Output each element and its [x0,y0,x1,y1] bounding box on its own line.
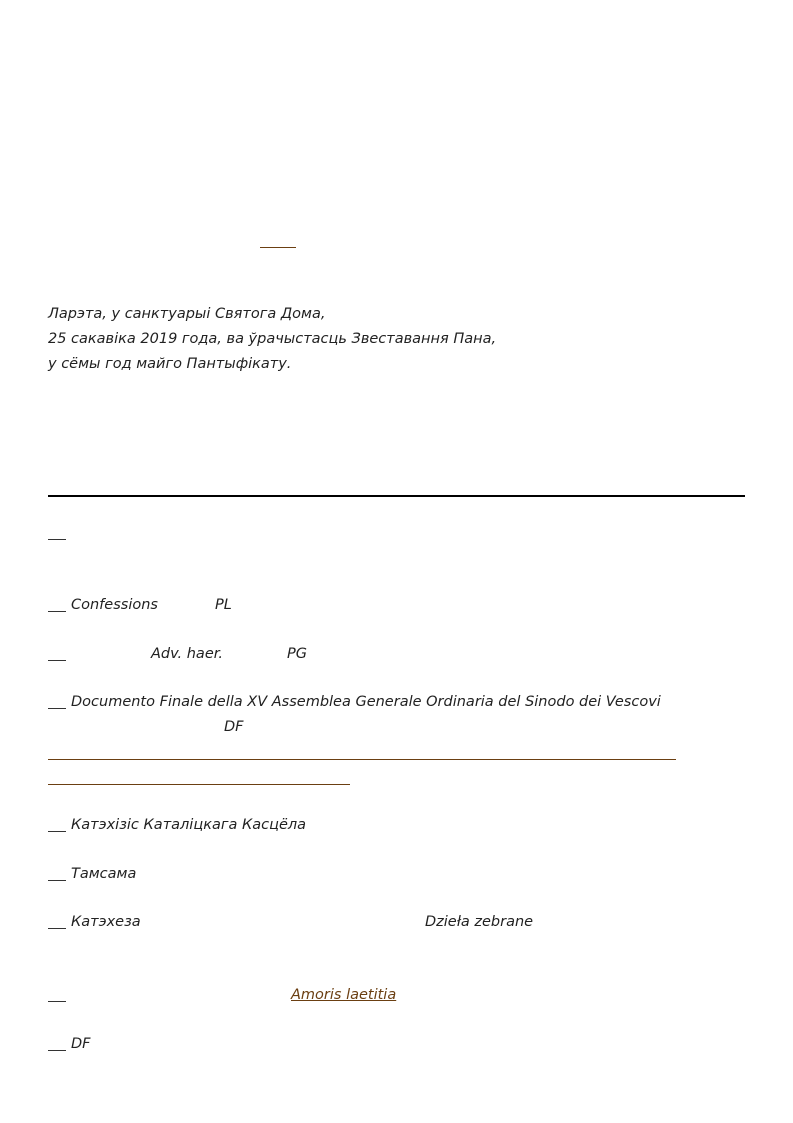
closing-line-3: у сёмы год майго Пантыфікату. [48,356,292,372]
footnote-6-ref: Dzieła zebrane [425,914,534,930]
amoris-laetitia-link[interactable]: Amoris laetitia [291,987,397,1003]
footnote-3-link-line-2[interactable] [48,784,350,785]
footnote-3-ref: DF [224,719,244,735]
footnote-marker[interactable] [48,708,66,709]
footnote-2-title: Adv. haer. [151,646,223,662]
footnote-1-ref: PL [215,597,232,613]
footnote-5-title: Тамсама [71,866,137,882]
footnote-marker[interactable] [48,539,66,540]
footnote-4-title: Катэхізіс Каталіцкага Касцёла [71,817,307,833]
footnote-3-link-line-1[interactable] [48,759,676,760]
footnote-marker[interactable] [48,660,66,661]
footnote-1-title: Confessions [71,597,158,613]
footnote-marker[interactable] [48,928,66,929]
closing-line-2: 25 сакавіка 2019 года, ва ўрачыстасць Звеставання Пана, [48,331,497,347]
footnote-2-ref: PG [287,646,307,662]
footnote-marker[interactable] [48,831,66,832]
footnote-marker[interactable] [48,880,66,881]
footnote-marker[interactable] [48,611,66,612]
footnote-marker[interactable] [48,1050,66,1051]
footnote-6-title: Катэхеза [71,914,141,930]
closing-line-1: Ларэта, у санктуарыі Святога Дома, [48,306,326,322]
top-link-underline[interactable] [260,247,296,248]
footnotes-divider [48,495,745,497]
footnote-marker[interactable] [48,1001,66,1002]
footnote-8-ref: DF [71,1036,91,1052]
footnote-3-title: Documento Finale della XV Assemblea Generale Ordinaria del Sinodo dei Vescovi [71,694,661,710]
